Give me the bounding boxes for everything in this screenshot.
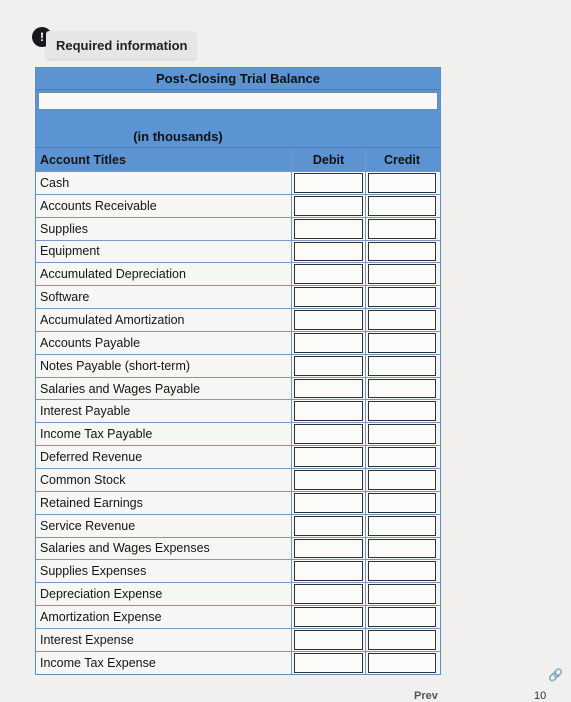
credit-amount-input[interactable] (368, 173, 436, 193)
credit-amount-input[interactable] (368, 516, 436, 536)
credit-cell (366, 332, 438, 354)
table-blank-row (36, 90, 440, 112)
account-title-cell: Notes Payable (short-term) (36, 355, 292, 377)
table-row (36, 468, 440, 491)
credit-amount-input[interactable] (368, 379, 436, 399)
credit-cell (366, 241, 438, 263)
account-title-cell: Income Tax Payable (36, 423, 292, 445)
debit-cell (292, 241, 366, 263)
table-header-row (36, 147, 440, 171)
table-row (36, 537, 440, 560)
debit-cell (292, 538, 366, 560)
account-title-cell: Common Stock (36, 469, 292, 491)
credit-cell (366, 400, 438, 422)
table-row (36, 194, 440, 217)
account-title-cell: Cash (36, 172, 292, 194)
debit-amount-input[interactable] (294, 584, 363, 604)
credit-amount-input[interactable] (368, 242, 436, 262)
table-row (36, 308, 440, 331)
account-title-cell: Accumulated Amortization (36, 309, 292, 331)
credit-amount-input[interactable] (368, 539, 436, 559)
debit-cell (292, 400, 366, 422)
prev-button[interactable]: Prev (414, 690, 438, 702)
credit-amount-input[interactable] (368, 401, 436, 421)
credit-amount-input[interactable] (368, 630, 436, 650)
debit-cell (292, 583, 366, 605)
table-row (36, 285, 440, 308)
credit-cell (366, 309, 438, 331)
credit-cell (366, 469, 438, 491)
table-row (36, 171, 440, 194)
credit-cell (366, 218, 438, 240)
credit-amount-input[interactable] (368, 196, 436, 216)
credit-amount-input[interactable] (368, 584, 436, 604)
table-row (36, 331, 440, 354)
debit-amount-input[interactable] (294, 630, 363, 650)
table-subtitle (36, 126, 440, 147)
company-name-input[interactable] (38, 92, 438, 110)
table-row (36, 377, 440, 400)
debit-amount-input[interactable] (294, 447, 363, 467)
credit-cell (366, 652, 438, 674)
debit-cell (292, 172, 366, 194)
debit-amount-input[interactable] (294, 356, 363, 376)
debit-cell (292, 606, 366, 628)
debit-cell (292, 652, 366, 674)
debit-amount-input[interactable] (294, 401, 363, 421)
credit-cell (366, 515, 438, 537)
debit-cell (292, 218, 366, 240)
credit-amount-input[interactable] (368, 607, 436, 627)
credit-amount-input[interactable] (368, 424, 436, 444)
table-row (36, 262, 440, 285)
credit-cell (366, 492, 438, 514)
debit-cell (292, 629, 366, 651)
table-row (36, 240, 440, 263)
required-information-tab[interactable] (46, 31, 196, 59)
table-row (36, 399, 440, 422)
debit-cell (292, 560, 366, 582)
account-title-cell: Software (36, 286, 292, 308)
account-title-cell: Supplies Expenses (36, 560, 292, 582)
table-row (36, 559, 440, 582)
account-title-cell: Depreciation Expense (36, 583, 292, 605)
credit-cell (366, 423, 438, 445)
info-alert-icon: ! (32, 27, 52, 47)
debit-amount-input[interactable] (294, 653, 363, 673)
credit-cell (366, 606, 438, 628)
debit-cell (292, 446, 366, 468)
debit-amount-input[interactable] (294, 264, 363, 284)
debit-cell (292, 309, 366, 331)
account-title-cell: Service Revenue (36, 515, 292, 537)
debit-amount-input[interactable] (294, 516, 363, 536)
credit-cell (366, 583, 438, 605)
credit-amount-input[interactable] (368, 287, 436, 307)
debit-amount-input[interactable] (294, 310, 363, 330)
table-row (36, 354, 440, 377)
trial-balance-table (35, 67, 441, 675)
debit-amount-input[interactable] (294, 539, 363, 559)
credit-amount-input[interactable] (368, 561, 436, 581)
debit-amount-input[interactable] (294, 493, 363, 513)
table-spacer (36, 112, 440, 126)
debit-amount-input[interactable] (294, 561, 363, 581)
debit-amount-input[interactable] (294, 470, 363, 490)
account-title-cell: Equipment (36, 241, 292, 263)
table-row (36, 491, 440, 514)
debit-amount-input[interactable] (294, 607, 363, 627)
debit-amount-input[interactable] (294, 173, 363, 193)
account-title-cell: Interest Expense (36, 629, 292, 651)
debit-amount-input[interactable] (294, 242, 363, 262)
table-row (36, 514, 440, 537)
table-subtitle-text: (in thousands) (133, 129, 223, 144)
credit-cell (366, 263, 438, 285)
credit-cell (366, 195, 438, 217)
debit-cell (292, 195, 366, 217)
credit-cell (366, 378, 438, 400)
table-body (36, 171, 440, 674)
debit-cell (292, 469, 366, 491)
table-row (36, 582, 440, 605)
table-row (36, 628, 440, 651)
credit-cell (366, 286, 438, 308)
debit-cell (292, 286, 366, 308)
account-title-cell: Salaries and Wages Payable (36, 378, 292, 400)
credit-amount-input[interactable] (368, 447, 436, 467)
credit-cell (366, 355, 438, 377)
debit-cell (292, 492, 366, 514)
credit-cell (366, 629, 438, 651)
account-title-cell: Deferred Revenue (36, 446, 292, 468)
table-row (36, 217, 440, 240)
link-icon: 🔗 (548, 668, 563, 682)
table-row (36, 605, 440, 628)
account-title-cell: Amortization Expense (36, 606, 292, 628)
debit-cell (292, 378, 366, 400)
page-number: 10 (534, 690, 547, 702)
account-title-cell: Accumulated Depreciation (36, 263, 292, 285)
debit-amount-input[interactable] (294, 196, 363, 216)
debit-cell (292, 423, 366, 445)
required-information-label: Required information (56, 37, 188, 53)
credit-amount-input[interactable] (368, 470, 436, 490)
credit-cell (366, 560, 438, 582)
credit-amount-input[interactable] (368, 219, 436, 239)
account-title-cell: Interest Payable (36, 400, 292, 422)
column-header-debit: Debit (292, 148, 366, 171)
credit-cell (366, 446, 438, 468)
credit-amount-input[interactable] (368, 356, 436, 376)
account-title-cell: Accounts Payable (36, 332, 292, 354)
debit-amount-input[interactable] (294, 333, 363, 353)
credit-amount-input[interactable] (368, 653, 436, 673)
debit-amount-input[interactable] (294, 287, 363, 307)
account-title-cell: Retained Earnings (36, 492, 292, 514)
table-title: Post-Closing Trial Balance (36, 68, 440, 90)
account-title-cell: Income Tax Expense (36, 652, 292, 674)
table-row (36, 422, 440, 445)
debit-cell (292, 263, 366, 285)
credit-amount-input[interactable] (368, 310, 436, 330)
debit-cell (292, 332, 366, 354)
account-title-cell: Accounts Receivable (36, 195, 292, 217)
table-row (36, 445, 440, 468)
credit-amount-input[interactable] (368, 333, 436, 353)
credit-cell (366, 538, 438, 560)
credit-amount-input[interactable] (368, 264, 436, 284)
account-title-cell: Salaries and Wages Expenses (36, 538, 292, 560)
debit-amount-input[interactable] (294, 424, 363, 444)
column-header-account: Account Titles (36, 148, 292, 171)
credit-amount-input[interactable] (368, 493, 436, 513)
debit-amount-input[interactable] (294, 219, 363, 239)
table-row (36, 651, 440, 674)
debit-cell (292, 355, 366, 377)
account-title-cell: Supplies (36, 218, 292, 240)
debit-cell (292, 515, 366, 537)
debit-amount-input[interactable] (294, 379, 363, 399)
column-header-credit: Credit (383, 152, 421, 167)
credit-cell (366, 172, 438, 194)
